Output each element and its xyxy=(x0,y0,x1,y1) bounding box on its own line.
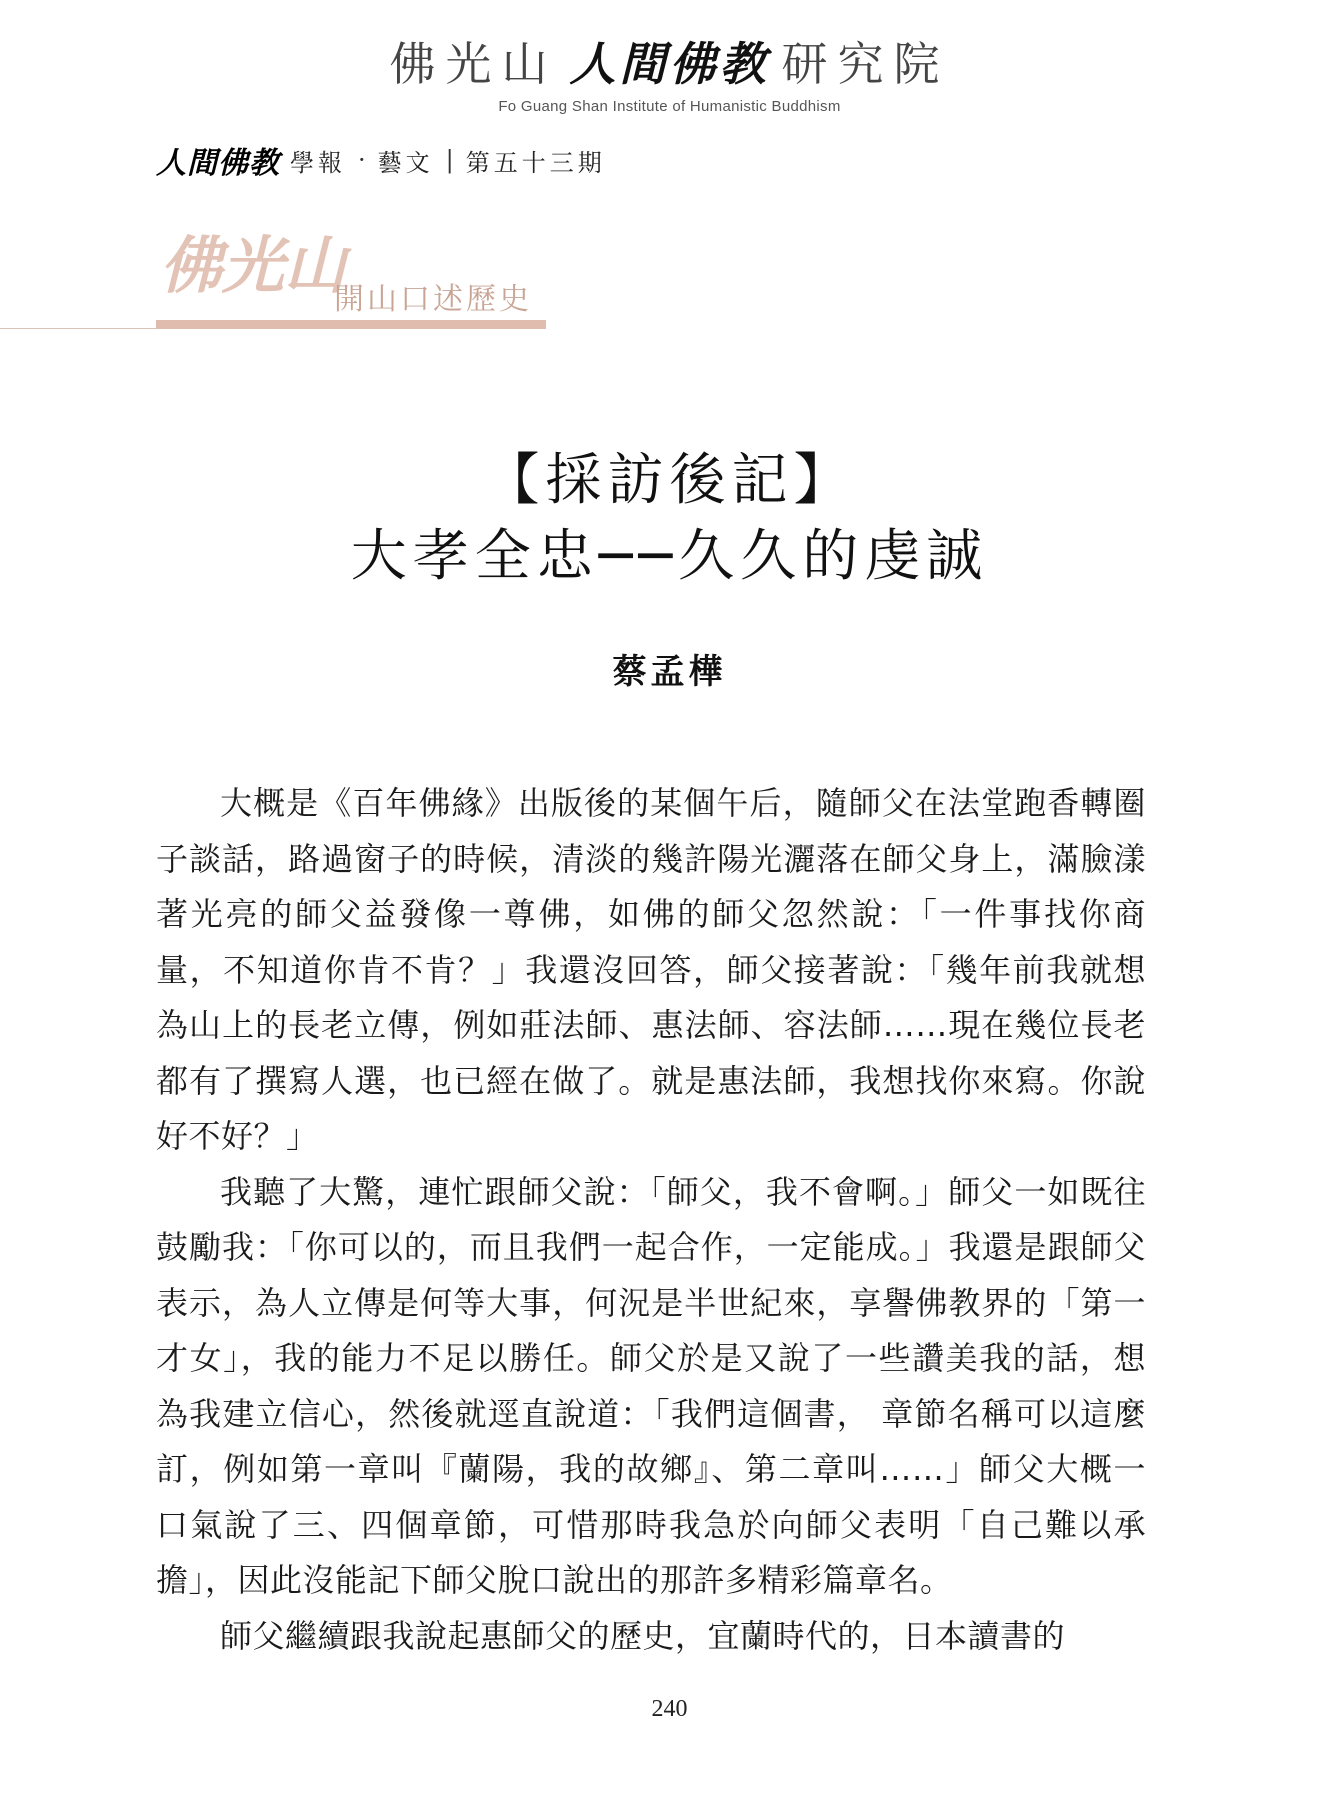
journal-section: 藝文 xyxy=(377,148,434,177)
section-underline-bar xyxy=(156,320,546,329)
page-number: 240 xyxy=(651,1696,688,1722)
institute-name-en: Fo Guang Shan Institute of Humanistic Buddhism xyxy=(498,98,841,115)
body-paragraph: 大概是《百年佛緣》出版後的某個午后，隨師父在法堂跑香轉圈子談話，路過窗子的時候，清淡的幾許陽光灑落在師父身上，滿臉漾著光亮的師父益發像一尊佛，如佛的師父忽然說：「一件事找你商量，不知道你肯不肯？」我還沒回答，師父接著說：「幾年前我就想為山上的長老立傳，例如莊法師、惠法師、容法師……現在幾位長老都有了撰寫人選，也已經在做了。就是惠法師，我想找你來寫。你說好不好？」 xyxy=(156,784,1146,1155)
article-title-line-2: 大孝全忠──久久的虔誠 xyxy=(350,524,989,589)
section-title-large: 佛光山 xyxy=(160,229,347,302)
body-paragraph: 師父繼續跟我說起惠師父的歷史，宜蘭時代的，日本讀書的 xyxy=(220,1616,1066,1655)
section-title-small: 開山口述歷史 xyxy=(334,282,532,317)
institute-brand-logo: 人間佛教 xyxy=(569,37,770,91)
journal-header xyxy=(156,140,606,180)
article-title-line-1: 【採訪後記】 xyxy=(483,448,856,513)
journal-dot-separator: · xyxy=(358,146,366,174)
institute-prefix: 佛光山 xyxy=(389,37,558,91)
institute-name-cn xyxy=(390,36,950,92)
institute-suffix: 研究院 xyxy=(781,37,950,91)
journal-issue: 第五十三期 xyxy=(465,148,606,177)
section-heading xyxy=(156,226,546,332)
article-title xyxy=(0,446,1339,592)
journal-name: 學報 xyxy=(290,148,346,177)
journal-logo: 人間佛教 xyxy=(156,146,280,181)
body-paragraph: 我聽了大驚，連忙跟師父說：「師父，我不會啊。」師父一如既往鼓勵我：「你可以的，而且我們一起合作，一定能成。」我還是跟師父表示，為人立傳是何等大事，何況是半世紀來，享譽佛教界的「第一才女」，我的能力不足以勝任。師父於是又說了一些讚美我的話，想為我建立信心，然後就逕直說道：「我們這個書， 章節名稱可以這麼訂，例如第一章叫『蘭陽，我的故鄉』、第二章叫……」師父大概一口氣說了三、四個章節，可惜那時我急於向師父表明「自己難以承擔」，因此沒能記下師父脫口說出的那許多精彩篇章名。 xyxy=(156,1172,1146,1599)
article-body xyxy=(156,776,1146,1664)
masthead xyxy=(0,36,1339,115)
article-author: 蔡孟樺 xyxy=(612,652,727,692)
journal-bar-separator: | xyxy=(445,146,454,174)
